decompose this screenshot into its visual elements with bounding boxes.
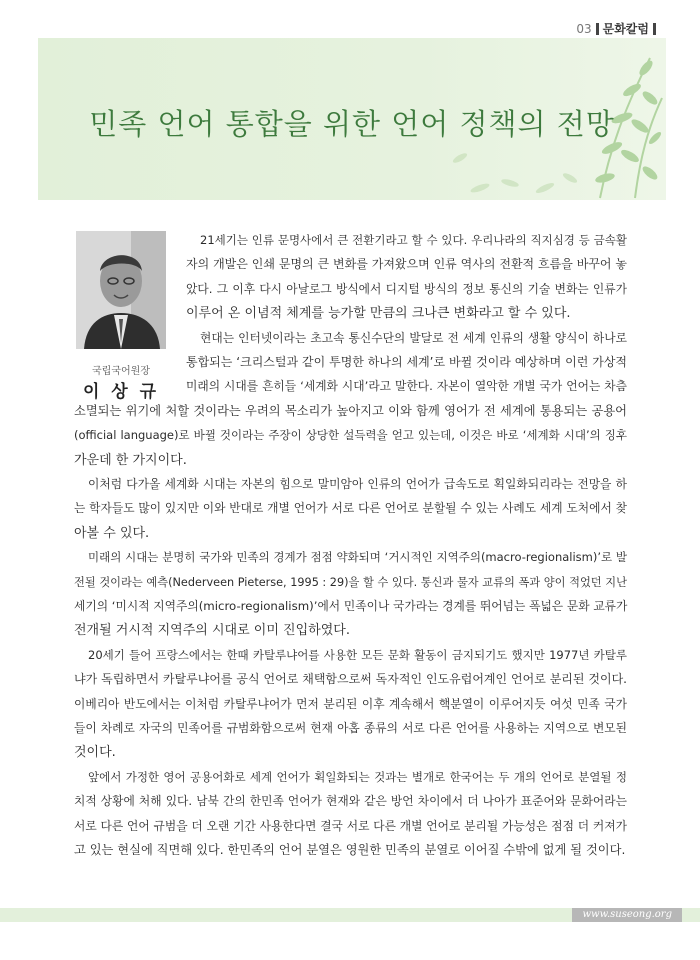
body-line: 고 있는 현실에 직면해 있다. 한민족의 언어 분열은 영원한 민족의 분열로 이어질 수밖에 없게 될 것이다.: [74, 843, 626, 857]
body-line: 아볼 수 있다.: [74, 525, 150, 541]
page-number: 03: [576, 21, 592, 36]
author-name: 이 상 규: [82, 382, 160, 402]
body-line: 치적 상황에 처해 있다. 남북 간의 한민족 언어가 현재와 같은 방언 차이에서 더 나아가 표준어와 문화어라는: [74, 794, 627, 809]
body-line: 20세기 들어 프랑스에서는 한때 카탈루냐어를 사용한 모든 문화 활동이 금지되기도 했지만 1977년 카탈루: [88, 647, 627, 662]
body-line: 는 학자들도 많이 있지만 이와 반대로 개별 언어가 서로 다른 언어로 분할될 수 있는 사례도 세계 도처에서 찾: [74, 501, 627, 516]
body-line: 전개될 거시적 지역주의 시대로 이미 진입하였다.: [74, 623, 350, 639]
author-role: 국립국어원장: [92, 366, 150, 377]
body-line: 이처럼 다가올 세계화 시대는 자본의 힘으로 말미암아 인류의 언어가 급속도로 획일화되리라는 전망을 하: [88, 477, 627, 491]
body-line: 냐가 독립하면서 카탈루냐어를 공식 언어로 채택함으로써 독자적인 인도유럽어계인 언어로 분리된 것이다.: [74, 672, 627, 687]
body-line: 자의 개발은 인쇄 문명의 큰 변화를 가져왔으며 인류 역사의 전환적 흐름을 바꾸어 놓: [186, 257, 627, 272]
article-title: 민족 언어 통합을 위한 언어 정책의 전망: [89, 107, 615, 141]
body-line: 가운데 한 가지이다.: [74, 452, 187, 468]
section-label: 문화칼럼: [602, 22, 649, 36]
body-line: (official language)로 바뀔 것이라는 주장이 상당한 설득력을 얻고 있는데, 이것은 바로 ‘세계화 시대’의 징후: [74, 428, 627, 443]
divider-bar-end: [653, 23, 656, 35]
author-photo: [76, 231, 166, 349]
body-line: 것이다.: [74, 745, 116, 761]
body-line: 세기의 ‘미시적 지역주의(micro-regionalism)’에서 민족이나 국가라는 경계를 뛰어넘는 폭넓은 문화 교류가: [74, 599, 628, 613]
body-line: 앞에서 가정한 영어 공용어화로 세계 언어가 획일화되는 것과는 별개로 한국어는 두 개의 언어로 분열될 정: [88, 769, 627, 784]
body-line: 통합되는 ‘크리스털과 같이 투명한 하나의 세계’로 바뀔 것이라 예상하며 이런 가상적: [186, 355, 627, 369]
divider-bar: [596, 23, 599, 35]
page-header: [576, 20, 656, 37]
body-line: 미래의 시대를 흔히들 ‘세계화 시대’라고 말한다. 자본이 열악한 개별 국가 언어는 차츰: [186, 379, 627, 394]
body-line: 현대는 인터넷이라는 초고속 통신수단의 발달로 전 세계 인류의 생활 양식이 하나로: [200, 330, 627, 345]
body-line: 들이 차례로 자국의 민족어를 규범화함으로써 현재 아홉 종류의 서로 다른 언어를 사용하는 지역으로 변모된: [74, 721, 627, 735]
body-line: 았다. 그 이후 다시 아날로그 방식에서 디지털 방식의 정보 통신의 기술 변화는 인류가: [186, 281, 627, 296]
footer-url: www.suseong.org: [572, 908, 682, 922]
body-line: 이루어 온 이념적 체계를 능가할 만큼의 크나큰 변화라고 할 수 있다.: [186, 306, 571, 322]
body-line: 이베리아 반도에서는 이처럼 카탈루냐어가 먼저 분리된 이후 계속해서 핵분열이 이루어지듯 여섯 민족 국가: [74, 696, 627, 711]
body-line: 소멸되는 위기에 처할 것이라는 우려의 목소리가 높아지고 이와 함께 영어가 전 세계에 통용되는 공용어: [74, 403, 627, 418]
body-line: 서로 다른 언어 규범을 더 오랜 기간 사용한다면 결국 서로 다른 개별 언어로 분리될 가능성은 점점 더 커져가: [74, 818, 627, 833]
body-line: 전될 것이라는 예측(Nederveen Pieterse, 1995 : 29)을 할 수 있다. 통신과 물자 교류의 폭과 양이 적었던 지난: [74, 575, 627, 589]
body-line: 21세기는 인류 문명사에서 큰 전환기라고 할 수 있다. 우리나라의 직지심경 등 금속활: [200, 233, 627, 247]
body-line: 미래의 시대는 분명히 국가와 민족의 경계가 점점 약화되며 ‘거시적인 지역주의(macro-regionalism)’로 발: [88, 550, 627, 565]
